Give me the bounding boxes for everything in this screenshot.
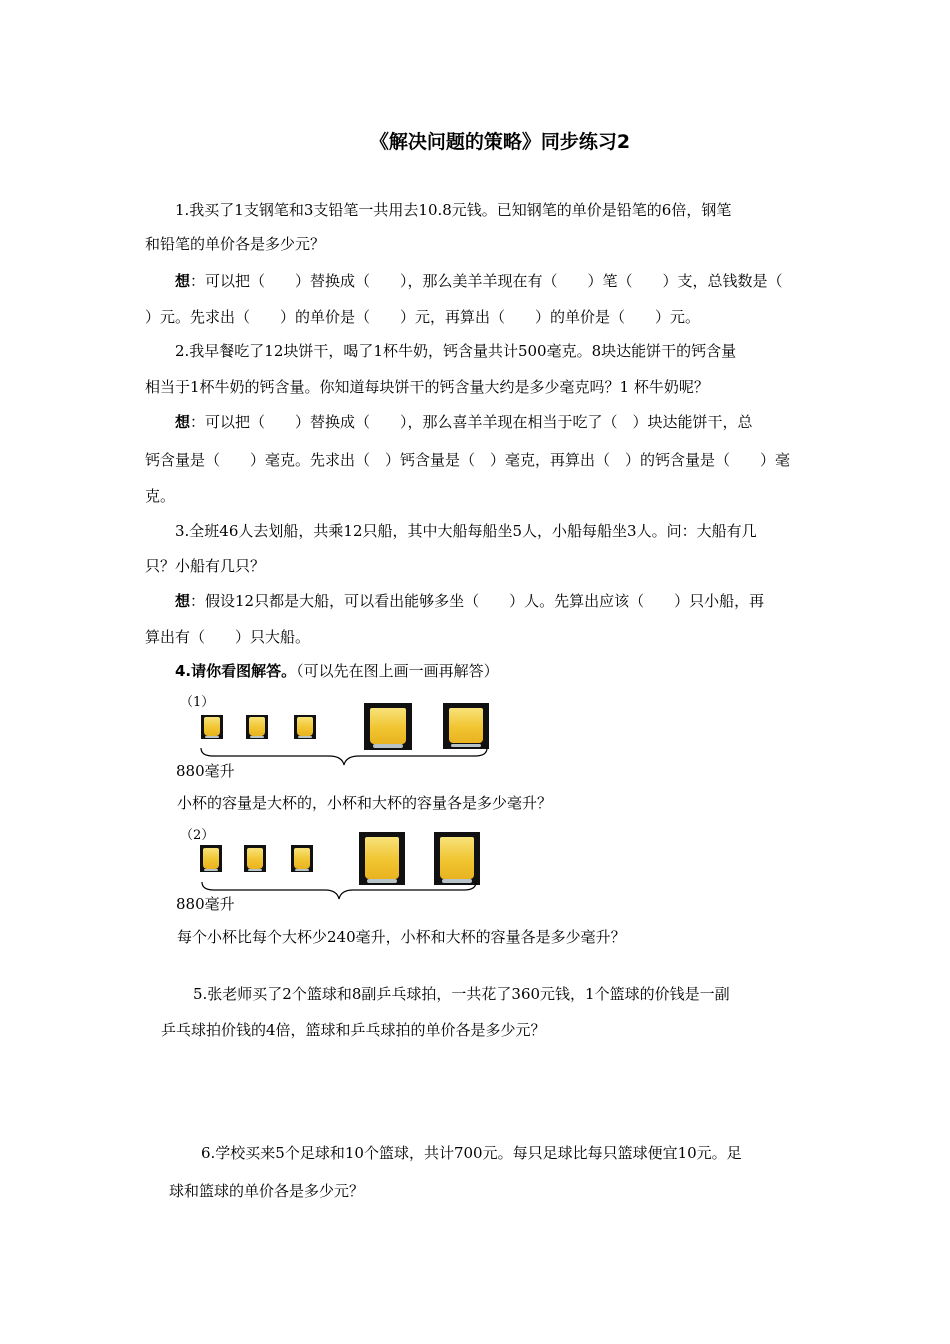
q4-part2-question: 每个小杯比每个大杯少240毫升，小杯和大杯的容量各是多少毫升？ [177, 928, 626, 946]
q1-think-text1: ：可以把（ ）替换成（ ），那么美羊羊现在有（ ）笔（ ）支，总钱数是（ [190, 272, 783, 290]
q4-heading-note: （可以先在图上画一画再解答） [296, 662, 499, 680]
q2-think-line2: 钙含量是（ ）毫克。先求出（ ）钙含量是（ ）毫克，再算出（ ）的钙含量是（ ）毫 [145, 451, 791, 469]
q1-think-label: 想 [175, 272, 191, 290]
small-cup-image [201, 715, 223, 739]
small-cup-image [244, 845, 266, 872]
q2-line1: 2.我早餐吃了12块饼干，喝了1杯牛奶，钙含量共计500毫克。8块达能饼干的钙含量 [175, 342, 737, 360]
q2-think-line1 [175, 412, 753, 432]
q1-think-line1 [175, 271, 783, 291]
total-brace [199, 746, 489, 768]
q1-think-line2: ）元。先求出（ ）的单价是（ ）元，再算出（ ）的单价是（ ）元。 [145, 308, 701, 326]
large-cup-image [434, 832, 480, 885]
large-cup-image [364, 703, 412, 750]
q4-part2-total: 880毫升 [176, 895, 235, 913]
q1-line1: 1.我买了1支钢笔和3支铅笔一共用去10.8元钱。已知钢笔的单价是铅笔的6倍，钢笔 [175, 201, 732, 219]
small-cup-image [294, 715, 316, 739]
q3-think-label: 想 [175, 592, 191, 610]
q3-think-text1: ：假设12只都是大船，可以看出能够多坐（ ）人。先算出应该（ ）只小船，再 [190, 592, 765, 610]
q4-heading [175, 661, 499, 681]
q2-think-line3: 克。 [145, 487, 176, 505]
total-brace [200, 880, 480, 902]
small-cup-image [246, 715, 268, 739]
q4-part2-label: （2） [180, 828, 215, 843]
q2-line2: 相当于1杯牛奶的钙含量。你知道每块饼干的钙含量大约是多少毫克吗？1 杯牛奶呢？ [145, 378, 709, 396]
q3-line2: 只？小船有几只？ [145, 557, 266, 575]
q4-part1-total: 880毫升 [176, 762, 235, 780]
q4-part1-question: 小杯的容量是大杯的，小杯和大杯的容量各是多少毫升？ [177, 794, 553, 812]
q4-heading-main: 4.请你看图解答。 [175, 662, 297, 680]
q4-part1-label: （1） [180, 695, 215, 710]
q6-line2: 球和篮球的单价各是多少元？ [169, 1182, 365, 1200]
q6-line1: 6.学校买来5个足球和10个篮球，共计700元。每只足球比每只篮球便宜10元。足 [201, 1144, 742, 1162]
q5-line2: 乒乓球拍价钱的4倍，篮球和乒乓球拍的单价各是多少元？ [161, 1021, 546, 1039]
q3-line1: 3.全班46人去划船，共乘12只船，其中大船每船坐5人，小船每船坐3人。问：大船有几 [175, 522, 757, 540]
small-cup-image [291, 845, 313, 872]
q1-line2: 和铅笔的单价各是多少元？ [145, 235, 326, 253]
page-title: 《解决问题的策略》同步练习2 [369, 131, 631, 153]
q5-line1: 5.张老师买了2个篮球和8副乒乓球拍，一共花了360元钱，1个篮球的价钱是一副 [193, 985, 730, 1003]
q2-think-label: 想 [175, 413, 191, 431]
large-cup-image [443, 703, 489, 749]
small-cup-image [200, 845, 222, 872]
large-cup-image [359, 832, 405, 885]
q3-think-line2: 算出有（ ）只大船。 [145, 628, 311, 646]
q2-think-text1: ：可以把（ ）替换成（ ），那么喜羊羊现在相当于吃了（ ）块达能饼干，总 [190, 413, 753, 431]
q3-think-line1 [175, 591, 764, 611]
